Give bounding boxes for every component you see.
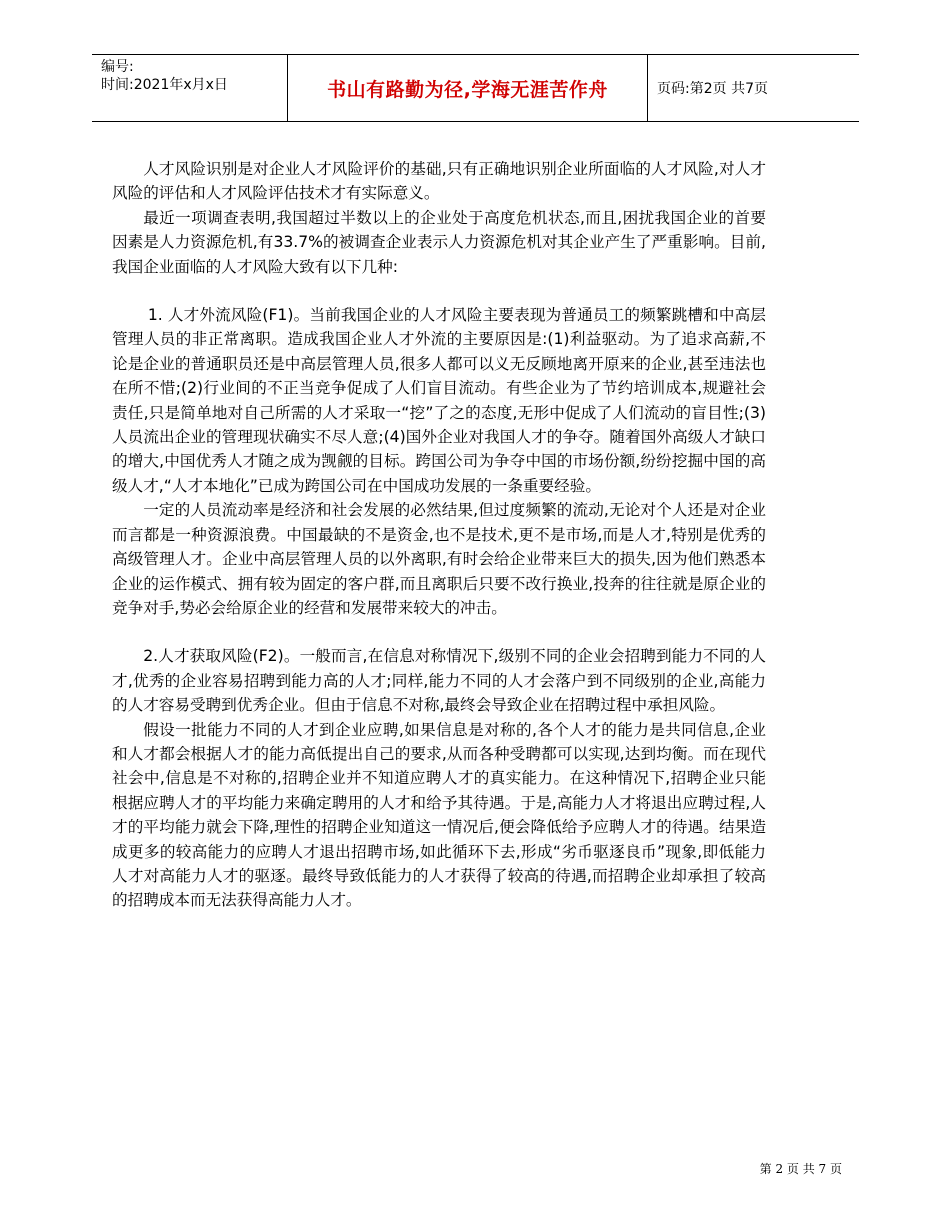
header-motto: 书山有路勤为径,学海无涯苦作舟 <box>287 55 648 121</box>
paragraph-gap <box>112 620 766 644</box>
page-header <box>92 54 859 122</box>
header-time-label: 时间:2021年x月x日 <box>101 77 228 93</box>
body-paragraph: 2.人才获取风险(F2)。一般而言,在信息对称情况下,级别不同的企业会招聘到能力不同的人才,优秀的企业容易招聘到能力高的人才;同样,能力不同的人才会落户到不同级别的企业,高能力的人才容易受聘到优秀企业。但由于信息不对称,最终会导致企业在招聘过程中承担风险。 <box>112 647 766 715</box>
document-body <box>112 157 766 913</box>
paragraph-gap <box>112 279 766 303</box>
body-paragraph: 人才风险识别是对企业人才风险评价的基础,只有正确地识别企业所面临的人才风险,对人才风险的评估和人才风险评估技术才有实际意义。 <box>112 160 766 203</box>
body-paragraph: 假设一批能力不同的人才到企业应聘,如果信息是对称的,各个人才的能力是共同信息,企业和人才都会根据人才的能力高低提出自己的要求,从而各种受聘都可以实现,达到均衡。而在现代社会中,信息是不对称的,招聘企业并不知道应聘人才的真实能力。在这种情况下,招聘企业只能根据应聘人才的平均能力来确定聘用的人才和给予其待遇。于是,高能力人才将退出应聘过程,人才的平均能力就会下降,理性的招聘企业知道这一情况后,便会降低给予应聘人才的待遇。结果造成更多的较高能力的应聘人才退出招聘市场,如此循环下去,形成“劣币驱逐良币”现象,即低能力人才对高能力人才的驱逐。最终导致低能力的人才获得了较高的待遇,而招聘企业却承担了较高的招聘成本而无法获得高能力人才。 <box>112 720 766 910</box>
header-page-info: 页码:第2页 共7页 <box>657 81 768 97</box>
header-meta <box>92 55 287 121</box>
body-paragraph: 一定的人员流动率是经济和社会发展的必然结果,但过度频繁的流动,无论对个人还是对企业而言都是一种资源浪费。中国最缺的不是资金,也不是技术,更不是市场,而是人才,特别是优秀的高级管理人才。企业中高层管理人员的以外离职,有时会给企业带来巨大的损失,因为他们熟悉本企业的运作模式、拥有较为固定的客户群,而且离职后只要不改行换业,投奔的往往就是原企业的竞争对手,势必会给原企业的经营和发展带来较大的冲击。 <box>112 501 766 617</box>
body-paragraph: 最近一项调查表明,我国超过半数以上的企业处于高度危机状态,而且,困扰我国企业的首要因素是人力资源危机,有33.7%的被调查企业表示人力资源危机对其企业产生了严重影响。目前,我国企业面临的人才风险大致有以下几种: <box>112 208 766 276</box>
header-number-label: 编号: <box>101 59 134 75</box>
body-paragraph: 1. 人才外流风险(F1)。当前我国企业的人才风险主要表现为普通员工的频繁跳槽和中高层管理人员的非正常离职。造成我国企业人才外流的主要原因是:(1)利益驱动。为了追求高薪,不论是企业的普通职员还是中高层管理人员,很多人都可以义无反顾地离开原来的企业,甚至违法也在所不惜;(2)行业间的不正当竞争促成了人们盲目流动。有些企业为了节约培训成本,规避社会责任,只是简单地对自己所需的人才采取一“挖”了之的态度,无形中促成了人们流动的盲目性;(3)人员流出企业的管理现状确实不尽人意;(4)国外企业对我国人才的争夺。随着国外高级人才缺口的增大,中国优秀人才随之成为觊觎的目标。跨国公司为争夺中国的市场份额,纷纷挖掘中国的高级人才,“人才本地化”已成为跨国公司在中国成功发展的一条重要经验。 <box>112 306 766 495</box>
page-footer: 第 2 页 共 7 页 <box>759 1162 842 1176</box>
